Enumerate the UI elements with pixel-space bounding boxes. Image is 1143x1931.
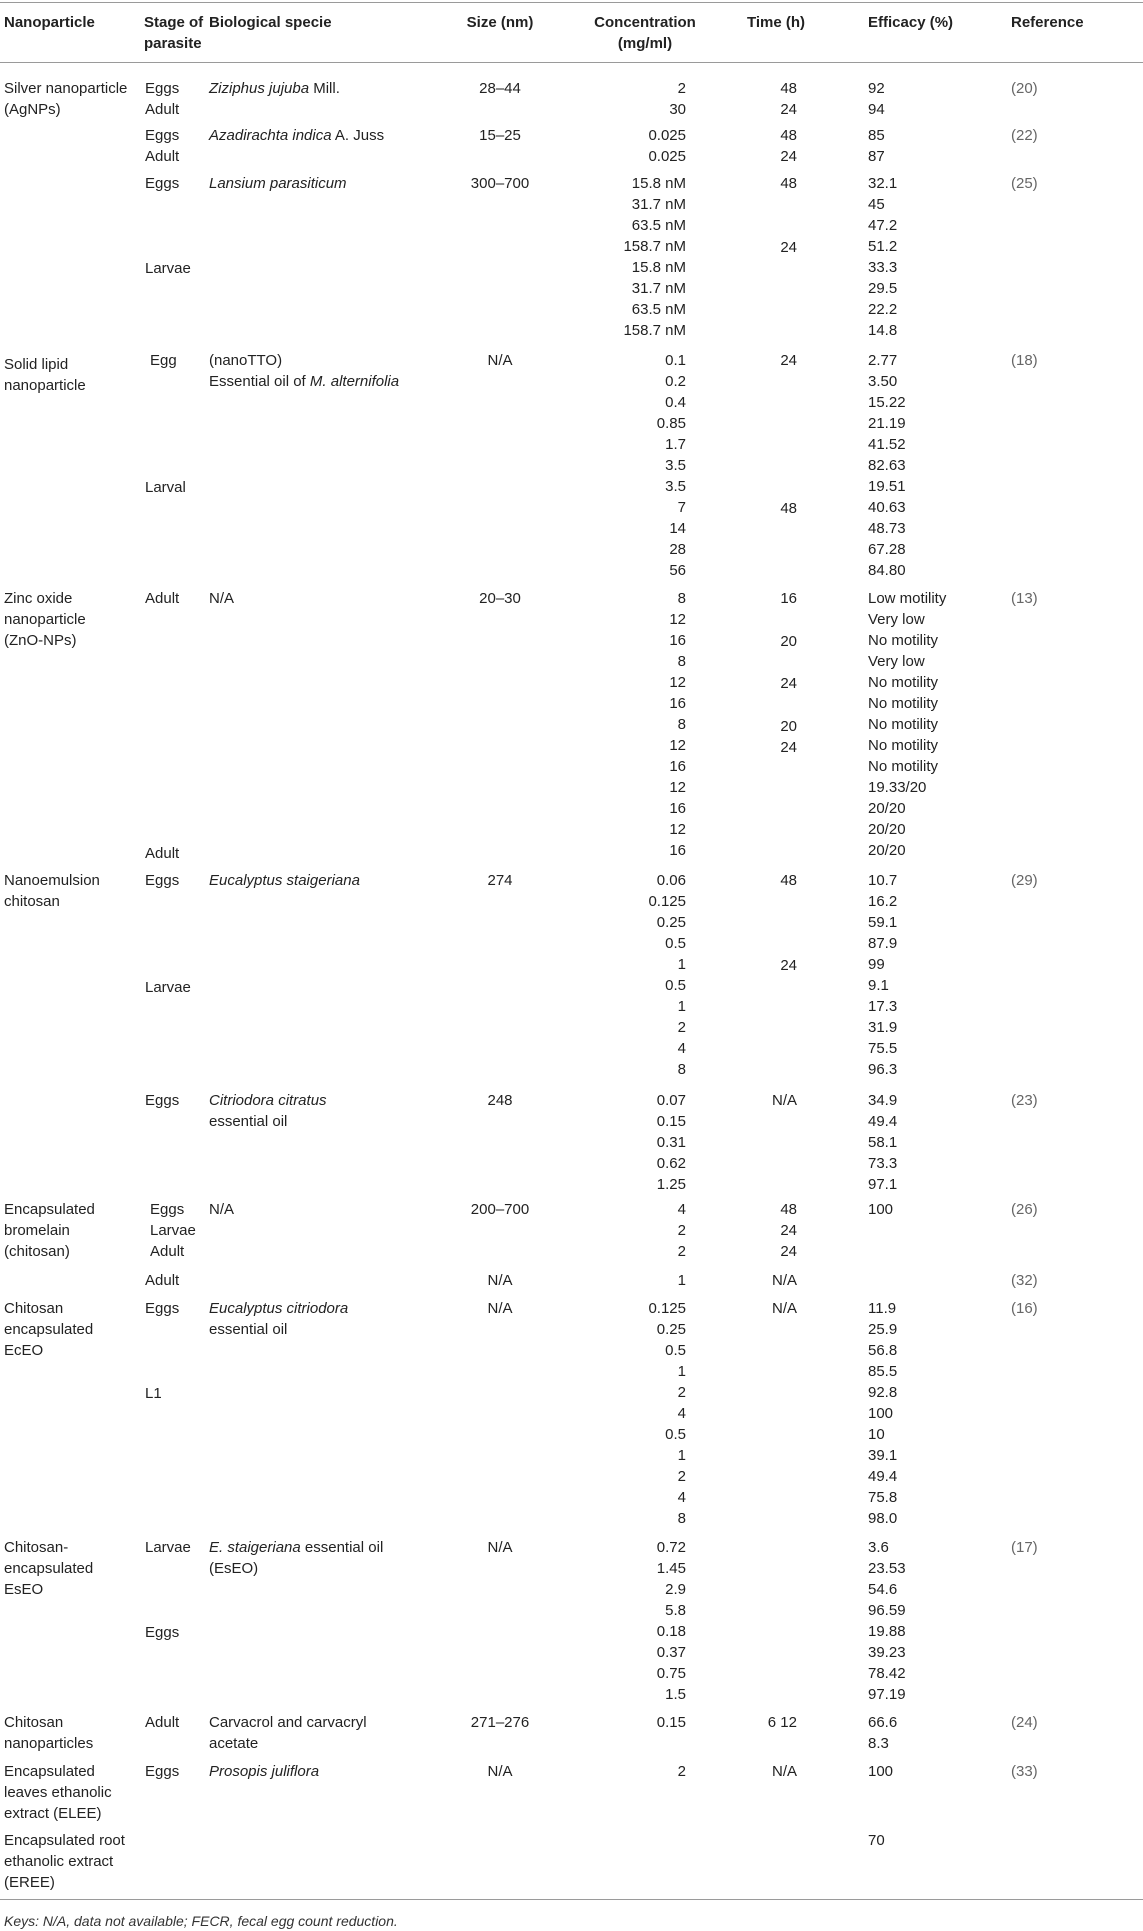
time-cell: N/A	[771, 1092, 797, 1109]
stage-cell: Eggs	[145, 872, 180, 889]
reference-link[interactable]: (24)	[1011, 1714, 1038, 1731]
reference-link[interactable]: (18)	[1011, 352, 1038, 369]
header-size: Size (nm)	[466, 14, 534, 31]
stage-cell: Eggs Larvae Adult	[150, 1201, 196, 1260]
stage-cell: Adult	[145, 590, 180, 607]
reference-link[interactable]: (13)	[1011, 590, 1038, 607]
stage-cell: L1	[145, 1385, 162, 1402]
time-cell: 20	[780, 633, 797, 650]
efficacy-cell: 10.7 16.2 59.1 87.9 99 9.1 17.3 31.9 75.5 96.3	[868, 872, 898, 1078]
nanoparticle-cell: Nanoemulsion chitosan	[4, 872, 100, 910]
header-time: Time (h)	[746, 14, 806, 31]
species-cell: E. staigeriana essential oil (EsEO)	[209, 1539, 384, 1577]
reference-link[interactable]: (29)	[1011, 872, 1038, 889]
stage-cell: Eggs	[145, 175, 180, 192]
header-stage: Stage of parasite	[144, 14, 204, 52]
time-cell: 24	[780, 675, 797, 692]
size-cell: 28–44	[479, 80, 521, 97]
stage-cell: Larvae	[145, 260, 191, 277]
concentration-cell: 0.72 1.45 2.9 5.8 0.18 0.37 0.75 1.5	[656, 1539, 686, 1703]
size-cell: N/A	[487, 1300, 513, 1317]
concentration-cell: 8 12 16 8 12 16 8 12 16 12 16 12 16	[669, 590, 686, 859]
reference-link[interactable]: (23)	[1011, 1092, 1038, 1109]
stage-cell: Eggs	[145, 1092, 180, 1109]
table-top-rule	[0, 2, 1143, 3]
reference-link[interactable]: (16)	[1011, 1300, 1038, 1317]
size-cell: 20–30	[479, 590, 521, 607]
time-cell: 6 12	[767, 1714, 797, 1731]
size-cell: N/A	[487, 352, 513, 369]
reference-link[interactable]: (22)	[1011, 127, 1038, 144]
time-cell: 20 24	[780, 718, 797, 756]
header-species: Biological specie	[209, 14, 332, 31]
reference-link[interactable]: (17)	[1011, 1539, 1038, 1556]
time-cell: 48	[780, 500, 797, 517]
size-cell: 248	[487, 1092, 513, 1109]
stage-cell: Adult	[145, 1272, 180, 1289]
time-cell: N/A	[771, 1272, 797, 1289]
reference-link[interactable]: (33)	[1011, 1763, 1038, 1780]
efficacy-cell: 32.1 45 47.2 51.2 33.3 29.5 22.2 14.8	[868, 175, 898, 339]
nanoparticle-cell: Encapsulated bromelain (chitosan)	[4, 1201, 95, 1260]
header-nanoparticle: Nanoparticle	[4, 14, 95, 31]
species-cell: Lansium parasiticum	[209, 175, 347, 192]
stage-cell: Egg	[150, 352, 177, 369]
stage-cell: Larvae	[145, 1539, 191, 1556]
time-cell: N/A	[771, 1300, 797, 1317]
time-cell: 16	[780, 590, 797, 607]
nanoparticle-cell: Chitosan encapsulated EcEO	[4, 1300, 94, 1359]
species-cell: Prosopis juliflora	[209, 1763, 320, 1780]
stage-cell: Larvae	[145, 979, 191, 996]
header-reference: Reference	[1011, 14, 1084, 31]
efficacy-cell: 2.77 3.50 15.22 21.19 41.52 82.63 19.51 40.63 48.73 67.28 84.80	[868, 352, 906, 579]
concentration-cell: 0.15	[656, 1714, 686, 1731]
reference-link[interactable]: (25)	[1011, 175, 1038, 192]
efficacy-cell: 66.6 8.3	[868, 1714, 898, 1752]
efficacy-cell: 11.9 25.9 56.8 85.5 92.8 100 10 39.1 49.4 75.8 98.0	[868, 1300, 898, 1527]
time-cell: 48 24	[780, 80, 797, 118]
concentration-cell: 0.06 0.125 0.25 0.5 1 0.5 1 2 4 8	[648, 872, 686, 1078]
stage-cell: Adult	[145, 1714, 180, 1731]
size-cell: 271–276	[470, 1714, 530, 1731]
nanoparticle-cell: Chitosan nanoparticles	[4, 1714, 94, 1752]
species-cell: N/A	[209, 1201, 235, 1218]
size-cell: 274	[487, 872, 513, 889]
concentration-cell: 2	[677, 1763, 686, 1780]
header-concentration: Concentration (mg/ml)	[594, 14, 696, 52]
concentration-cell: 4 2 2	[677, 1201, 686, 1260]
concentration-cell: 2 30	[669, 80, 686, 118]
time-cell: 24	[780, 957, 797, 974]
nanoparticle-cell: Silver nanoparticle (AgNPs)	[4, 80, 128, 118]
stage-cell: Adult	[145, 845, 180, 862]
species-cell: N/A	[209, 590, 235, 607]
species-cell: Ziziphus jujuba Mill.	[209, 80, 340, 97]
table-bottom-rule	[0, 1899, 1143, 1900]
efficacy-cell: 70	[868, 1832, 885, 1849]
time-cell: 48	[780, 872, 797, 889]
efficacy-cell: 3.6 23.53 54.6 96.59 19.88 39.23 78.42 97.19	[868, 1539, 906, 1703]
time-cell: 48	[780, 175, 797, 192]
reference-link[interactable]: (20)	[1011, 80, 1038, 97]
concentration-cell: 15.8 nM 31.7 nM 63.5 nM 158.7 nM 15.8 nM 31.7 nM 63.5 nM 158.7 nM	[623, 175, 686, 339]
efficacy-cell: Low motility Very low No motility Very low No motility No motility No motility No motility No motility 19.33/20 20/20 20/20 20/20	[868, 590, 947, 859]
stage-cell: Eggs	[145, 1624, 180, 1641]
concentration-cell: 1	[677, 1272, 686, 1289]
species-cell: (nanoTTO) Essential oil of M. alternifolia	[209, 352, 400, 390]
time-cell: 48 24	[780, 127, 797, 165]
reference-link[interactable]: (26)	[1011, 1201, 1038, 1218]
nanoparticle-cell: Zinc oxide nanoparticle (ZnO-NPs)	[4, 590, 86, 649]
reference-link[interactable]: (32)	[1011, 1272, 1038, 1289]
efficacy-cell: 85 87	[868, 127, 885, 165]
size-cell: N/A	[487, 1272, 513, 1289]
time-cell: 48 24 24	[780, 1201, 797, 1260]
nanoparticle-cell: Chitosan- encapsulated EsEO	[4, 1539, 94, 1598]
stage-cell: Eggs Adult	[145, 127, 180, 165]
nanoparticle-cell: Encapsulated leaves ethanolic extract (ELEE)	[4, 1763, 112, 1822]
time-cell: 24	[780, 352, 797, 369]
table-header-rule	[0, 62, 1143, 63]
size-cell: 300–700	[470, 175, 530, 192]
concentration-cell: 0.07 0.15 0.31 0.62 1.25	[656, 1092, 686, 1193]
species-cell: Carvacrol and carvacryl acetate	[209, 1714, 367, 1752]
efficacy-cell: 100	[868, 1763, 894, 1780]
time-cell: 24	[780, 239, 797, 256]
header-efficacy: Efficacy (%)	[868, 14, 954, 31]
concentration-cell: 0.125 0.25 0.5 1 2 4 0.5 1 2 4 8	[648, 1300, 686, 1527]
efficacy-cell: 100	[868, 1201, 894, 1218]
nanoparticle-cell: Encapsulated root ethanolic extract (EREE)	[4, 1832, 125, 1891]
stage-cell: Eggs	[145, 1763, 180, 1780]
table-footnote: Keys: N/A, data not available; FECR, fecal egg count reduction.	[4, 1913, 398, 1929]
species-cell: Eucalyptus citriodora essential oil	[209, 1300, 349, 1338]
size-cell: N/A	[487, 1539, 513, 1556]
size-cell: 15–25	[479, 127, 521, 144]
species-cell: Citriodora citratus essential oil	[209, 1092, 327, 1130]
stage-cell: Eggs Adult	[145, 80, 180, 118]
stage-cell: Eggs	[145, 1300, 180, 1317]
concentration-cell: 0.025 0.025	[648, 127, 686, 165]
efficacy-cell: 34.9 49.4 58.1 73.3 97.1	[868, 1092, 898, 1193]
size-cell: 200–700	[470, 1201, 530, 1218]
efficacy-cell: 92 94	[868, 80, 885, 118]
nanoparticle-cell: Solid lipid nanoparticle	[4, 356, 86, 394]
species-cell: Azadirachta indica A. Juss	[209, 127, 385, 144]
stage-cell: Larval	[145, 479, 186, 496]
size-cell: N/A	[487, 1763, 513, 1780]
concentration-cell: 0.1 0.2 0.4 0.85 1.7 3.5 3.5 7 14 28 56	[656, 352, 686, 579]
time-cell: N/A	[771, 1763, 797, 1780]
species-cell: Eucalyptus staigeriana	[209, 872, 360, 889]
